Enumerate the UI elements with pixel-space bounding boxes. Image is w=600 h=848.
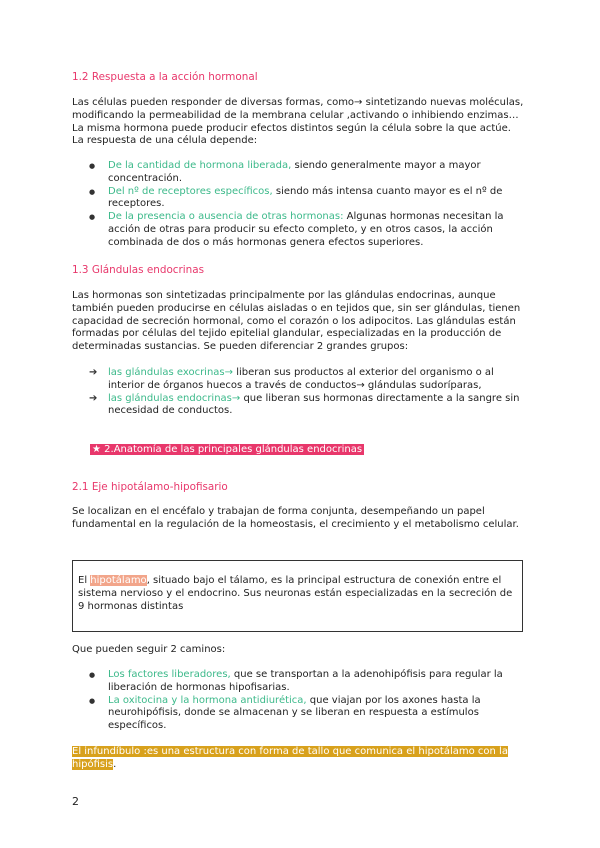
paragraph-axis-intro: Se localizan en el encéfalo y trabajan de forma conjunta, desempeñando un papel fundamental en la regulación de la homeostasis, el crecimiento y el metabolismo celular. xyxy=(72,506,519,530)
hypothalamus-box-text xyxy=(78,575,518,613)
box-prefix: El xyxy=(78,575,91,586)
bullet-text: que liberan sus hormonas directamente a la sangre sin necesidad de conductos. xyxy=(108,392,520,417)
bullet-text: siendo más intensa cuanto mayor es el nº de receptores. xyxy=(108,185,503,210)
bullet-text: Algunas hormonas necesitan la acción de otras para producir su efecto completo, y en otros casos, la acción combinada de dos o más hormonas genera efectos superiores. xyxy=(108,211,504,248)
box-text: , situado bajo el tálamo, es la principal estructura de conexión entre el sistema nervioso y el endocrino. Sus neuronas están especializadas en la secreción de 9 hormonas distintas xyxy=(78,575,513,612)
arrow-bullet-icon: ➔ xyxy=(89,367,98,378)
bullet-lead: Del nº de receptores específicos, xyxy=(108,185,273,197)
list-item xyxy=(72,367,524,393)
section-banner xyxy=(90,444,364,457)
bullet-text: siendo generalmente mayor a mayor concentración. xyxy=(108,160,481,184)
section-heading-1-2: 1.2 Respuesta a la acción hormonal xyxy=(72,71,258,83)
bullet-text: que se transportan a la adenohipófisis para regular la liberación de hormonas hipofisarias. xyxy=(108,669,503,693)
section-heading-2-1: 2.1 Eje hipotálamo-hipofisario xyxy=(72,481,228,493)
bullet-lead: Los factores liberadores, xyxy=(108,669,231,680)
bullet-lead: La oxitocina y la hormona antidiurética, xyxy=(108,694,307,706)
bullet-lead: las glándulas endocrinas→ xyxy=(108,392,241,404)
arrow-bullet-icon: ➔ xyxy=(89,392,98,404)
list-item xyxy=(72,669,524,695)
bullet-text: que viajan por los axones hasta la neurohipófisis, donde se almacenan y se liberan en respuesta a estímulos específicos. xyxy=(108,694,481,732)
list-item xyxy=(72,186,524,212)
banner-highlight xyxy=(90,444,364,455)
infundibulum-end: . xyxy=(113,758,117,770)
star-icon: ★ xyxy=(92,444,101,455)
bullet-text: liberan sus productos al exterior del organismo o al interior de órganos huecos a través de conductos→ glándulas sudoríparas, xyxy=(108,367,494,391)
paragraph-glands-intro: Las hormonas son sintetizadas principalmente por las glándulas endocrinas, aunque también pueden producirse en células aisladas o en tejidos que, sin ser glándulas, tienen capacidad de secreción hormonal, como el corazón o los adipocitos. Las glándulas están formadas por células del tejido epitelial glandular, especializadas en la producción de determinadas sustancias. Se pueden diferenciar 2 grandes grupos: xyxy=(72,290,521,353)
gland-type-list xyxy=(72,367,524,418)
paths-bullet-list xyxy=(72,669,524,733)
list-item xyxy=(72,695,524,733)
infundibulum-paragraph xyxy=(72,746,524,772)
bullet-lead: las glándulas exocrinas→ xyxy=(108,367,234,378)
dependency-bullet-list xyxy=(72,160,524,250)
bullet-lead: De la cantidad de hormona liberada, xyxy=(108,160,292,171)
hypothalamus-highlight: hipotálamo xyxy=(90,575,147,586)
list-item xyxy=(72,393,524,419)
infundibulum-highlight: El infundíbulo :es una estructura con forma de tallo que comunica el hipotálamo con la hipófisis xyxy=(72,746,508,770)
paths-intro: Que pueden seguir 2 caminos: xyxy=(72,644,226,655)
banner-title: 2.Anatomía de las principales glándulas endocrinas xyxy=(100,444,363,455)
section-heading-1-3: 1.3 Glándulas endocrinas xyxy=(72,264,205,276)
list-item xyxy=(72,211,524,249)
page-number: 2 xyxy=(72,795,79,808)
bullet-lead: De la presencia o ausencia de otras hormonas: xyxy=(108,211,344,223)
paragraph-response-intro: Las células pueden responder de diversas formas, como→ sintetizando nuevas moléculas, modificando la permeabilidad de la membrana celular ,activando o inhibiendo enzimas… La misma hormona puede producir efectos distintos según la célula sobre la que actúe. La respuesta de una célula depende: xyxy=(72,97,524,147)
list-item xyxy=(72,160,524,186)
